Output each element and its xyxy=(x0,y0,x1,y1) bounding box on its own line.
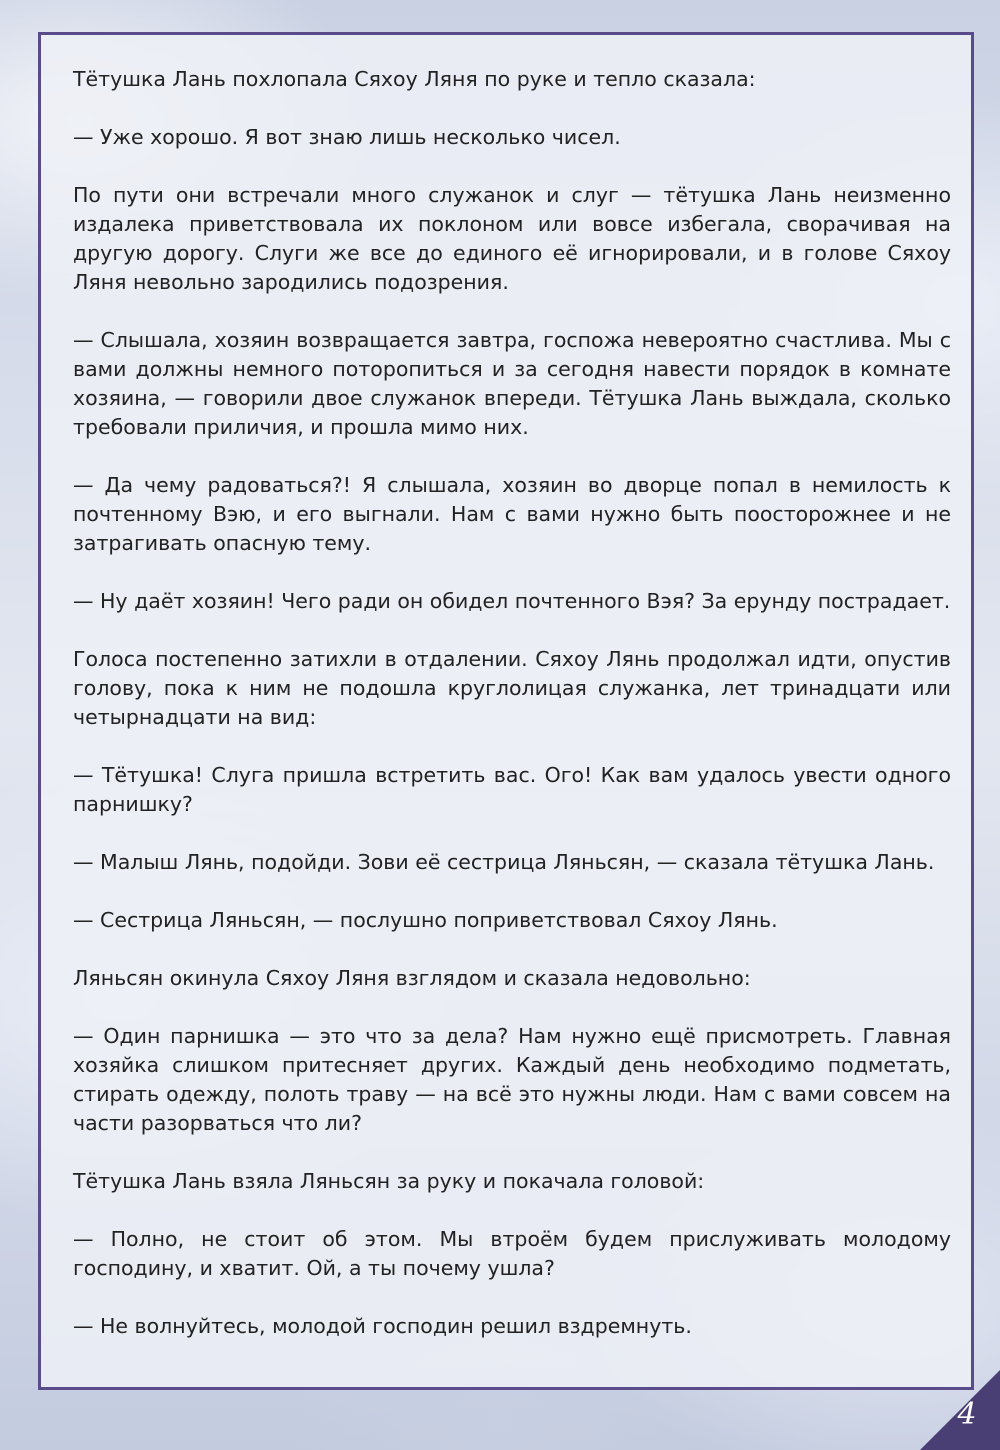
page-number-badge xyxy=(920,1370,1000,1450)
paragraph: Голоса постепенно затихли в отдалении. Сяхоу Лянь продолжал идти, опустив голову, пока к ним не подошла круглолицая служанка, лет тринадцати или четырнадцати на вид: xyxy=(73,647,951,729)
paragraph: — Не волнуйтесь, молодой господин решил вздремнуть. xyxy=(73,1314,692,1338)
paragraph: По пути они встречали много служанок и слуг — тётушка Лань неизменно издалека приветствовала их поклоном или вовсе избегала, сворачивая на другую дорогу. Слуги же все до единого её игнорировали, и в голове Сяхоу Ляня невольно зародились подозрения. xyxy=(73,183,951,294)
paragraph: Ляньсян окинула Сяхоу Ляня взглядом и сказала недовольно: xyxy=(73,966,751,990)
paragraph: Тётушка Лань взяла Ляньсян за руку и покачала головой: xyxy=(73,1169,705,1193)
paragraph: — Слышала, хозяин возвращается завтра, госпожа невероятно счастлива. Мы с вами должны немного поторопиться и за сегодня навести порядок в комнате хозяина, — говорили двое служанок впереди. Тётушка Лань выждала, сколько требовали приличия, и прошла мимо них. xyxy=(73,328,951,439)
page-text xyxy=(73,65,951,1370)
paragraph: — Полно, не стоит об этом. Мы втроём будем прислуживать молодому господину, и хватит. Ой, а ты почему ушла? xyxy=(73,1227,951,1280)
paragraph: — Один парнишка — это что за дела? Нам нужно ещё присмотреть. Главная хозяйка слишком притесняет других. Каждый день необходимо подметать, стирать одежду, полоть траву — на всё это нужны люди. Нам с вами совсем на части разорваться что ли? xyxy=(73,1024,951,1135)
paragraph: — Уже хорошо. Я вот знаю лишь несколько чисел. xyxy=(73,125,621,149)
page-number: 4 xyxy=(957,1397,977,1432)
paragraph: — Малыш Лянь, подойди. Зови её сестрица Ляньсян, — сказала тётушка Лань. xyxy=(73,850,935,874)
paragraph: — Да чему радоваться?! Я слышала, хозяин во дворце попал в немилость к почтенному Вэю, и его выгнали. Нам с вами нужно быть поосторожнее и не затрагивать опасную тему. xyxy=(73,473,951,555)
paragraph: — Ну даёт хозяин! Чего ради он обидел почтенного Вэя? За ерунду пострадает. xyxy=(73,589,951,613)
paragraph: — Тётушка! Слуга пришла встретить вас. Ого! Как вам удалось увести одного парнишку? xyxy=(73,763,951,816)
paragraph: — Сестрица Ляньсян, — послушно поприветствовал Сяхоу Лянь. xyxy=(73,908,778,932)
text-frame xyxy=(38,32,974,1390)
paragraph: Тётушка Лань похлопала Сяхоу Ляня по руке и тепло сказала: xyxy=(73,67,756,91)
